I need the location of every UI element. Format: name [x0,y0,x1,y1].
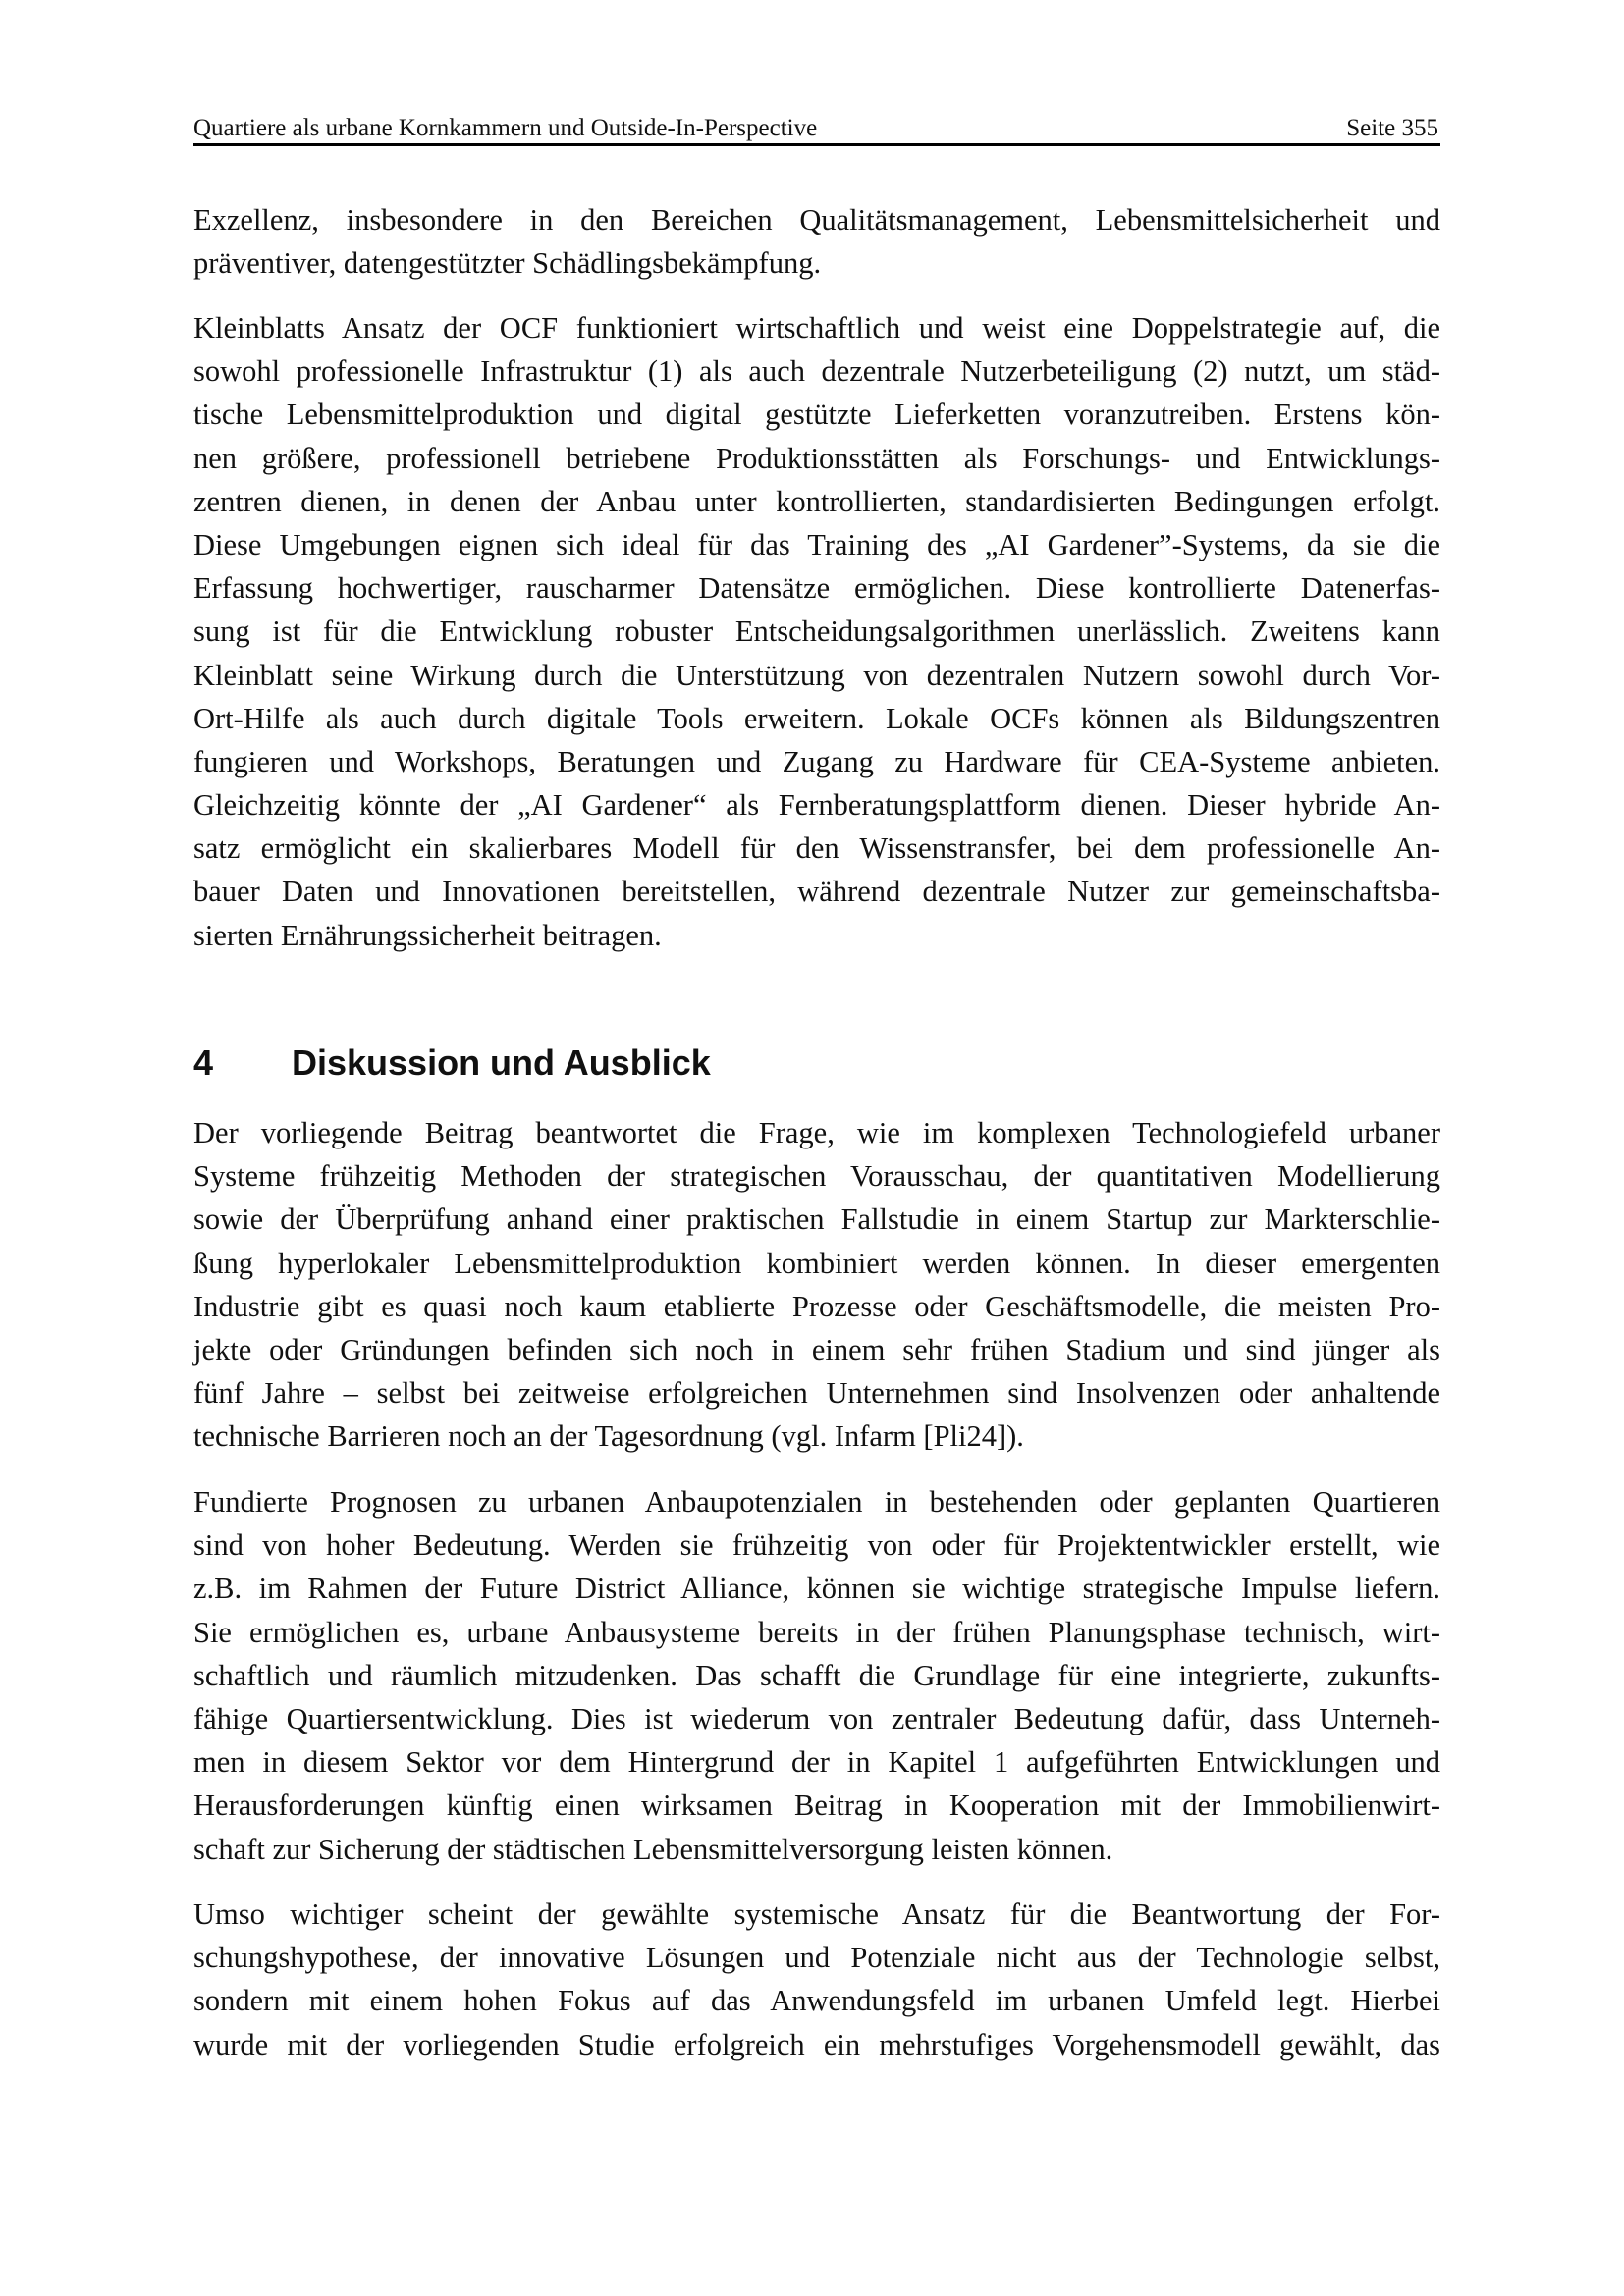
text-line: technische Barrieren noch an der Tagesordnung (vgl. Infarm [Pli24]). [193,1419,1024,1454]
text-line: präventiver, datengestützter Schädlingsbekämpfung. [193,246,822,281]
text-line: z.B. im Rahmen der Future District Alliance, können sie wichtige strategische Impulse liefern. [193,1572,1440,1606]
text-line: schaftlich und räumlich mitzudenken. Das schafft die Grundlage für eine integrierte, zukunfts- [193,1658,1440,1692]
paragraph [193,1480,1440,1871]
paragraph [193,198,1440,285]
text-line: ßung hyperlokaler Lebensmittelproduktion kombiniert werden können. In dieser emergenten [193,1246,1440,1280]
text-line: zentren dienen, in denen der Anbau unter kontrollierten, standardisierten Bedingungen erfolgt. [193,484,1440,518]
text-line: Industrie gibt es quasi noch kaum etablierte Prozesse oder Geschäftsmodelle, die meisten Pro- [193,1289,1440,1323]
text-line: schungshypothese, der innovative Lösungen und Potenziale nicht aus der Technologie selbst, [193,1941,1440,1975]
text-line: tische Lebensmittelproduktion und digital gestützte Lieferketten voranzutreiben. Erstens kön- [193,398,1440,432]
text-line: Exzellenz, insbesondere in den Bereichen Qualitätsmanagement, Lebensmittelsicherheit und [193,203,1440,237]
text-line: Umso wichtiger scheint der gewählte systemische Ansatz für die Beantwortung der For- [193,1897,1440,1931]
text-line: Kleinblatt seine Wirkung durch die Unterstützung von dezentralen Nutzern sowohl durch Vor- [193,658,1440,692]
text-line: sung ist für die Entwicklung robuster Entscheidungsalgorithmen unerlässlich. Zweitens kann [193,614,1440,649]
text-line: sind von hoher Bedeutung. Werden sie frühzeitig von oder für Projektentwickler erstellt, wie [193,1528,1440,1563]
section-heading [193,1039,711,1088]
text-line: schaft zur Sicherung der städtischen Lebensmittelversorgung leisten können. [193,1832,1113,1866]
paragraph [193,306,1440,957]
text-line: fähige Quartiersentwicklung. Dies ist wiederum von zentraler Bedeutung dafür, dass Unterneh- [193,1701,1440,1735]
text-line: Systeme frühzeitig Methoden der strategischen Vorausschau, der quantitativen Modellierung [193,1159,1440,1194]
text-line: Erfassung hochwertiger, rauscharmer Datensätze ermöglichen. Diese kontrollierte Datenerfas- [193,571,1440,606]
text-line: sondern mit einem hohen Fokus auf das Anwendungsfeld im urbanen Umfeld legt. Hierbei [193,1984,1440,2018]
text-line: Gleichzeitig könnte der „AI Gardener“ als Fernberatungsplattform dienen. Dieser hybride An- [193,788,1440,823]
text-line: Fundierte Prognosen zu urbanen Anbaupotenzialen in bestehenden oder geplanten Quartieren [193,1485,1440,1519]
running-header [193,110,1440,146]
page-number: Seite 355 [1346,115,1438,141]
section-title: Diskussion und Ausblick [292,1042,711,1083]
text-line: satz ermöglicht ein skalierbares Modell für den Wissenstransfer, bei dem professionelle An- [193,831,1440,866]
text-line: sowie der Überprüfung anhand einer praktischen Fallstudie in einem Startup zur Markterschlie- [193,1202,1440,1237]
text-line: Herausforderungen künftig einen wirksamen Beitrag in Kooperation mit der Immobilienwirt- [193,1789,1440,1823]
text-line: nen größere, professionell betriebene Produktionsstätten als Forschungs- und Entwicklungs- [193,441,1440,475]
text-line: Diese Umgebungen eignen sich ideal für das Training des „AI Gardener”-Systems, da sie die [193,527,1440,561]
text-line: bauer Daten und Innovationen bereitstellen, während dezentrale Nutzer zur gemeinschaftsba- [193,875,1440,909]
text-line: sowohl professionelle Infrastruktur (1) als auch dezentrale Nutzerbeteiligung (2) nutzt, um städ- [193,354,1440,389]
text-line: jekte oder Gründungen befinden sich noch in einem sehr frühen Stadium und sind jünger als [193,1332,1440,1366]
text-line: wurde mit der vorliegenden Studie erfolgreich ein mehrstufiges Vorgehensmodell gewählt, das [193,2027,1440,2061]
text-line: Der vorliegende Beitrag beantwortet die Frage, wie im komplexen Technologiefeld urbaner [193,1116,1440,1149]
text-line: sierten Ernährungssicherheit beitragen. [193,918,662,952]
text-line: Sie ermöglichen es, urbane Anbausysteme bereits in der frühen Planungsphase technisch, wirt- [193,1615,1440,1649]
text-line: fungieren und Workshops, Beratungen und Zugang zu Hardware für CEA-Systeme anbieten. [193,744,1440,778]
paragraph [193,1111,1440,1459]
text-line: Ort-Hilfe als auch durch digitale Tools erweitern. Lokale OCFs können als Bildungszentren [193,701,1440,735]
paragraph [193,1893,1440,2066]
text-line: men in diesem Sektor vor dem Hintergrund der in Kapitel 1 aufgeführten Entwicklungen und [193,1745,1440,1780]
text-line: Kleinblatts Ansatz der OCF funktioniert wirtschaftlich und weist eine Doppelstrategie auf, die [193,311,1440,345]
section-number: 4 [193,1042,214,1083]
running-title: Quartiere als urbane Kornkammern und Outside-In-Perspective [193,115,818,141]
text-line: fünf Jahre – selbst bei zeitweise erfolgreichen Unternehmen sind Insolvenzen oder anhaltende [193,1376,1440,1411]
